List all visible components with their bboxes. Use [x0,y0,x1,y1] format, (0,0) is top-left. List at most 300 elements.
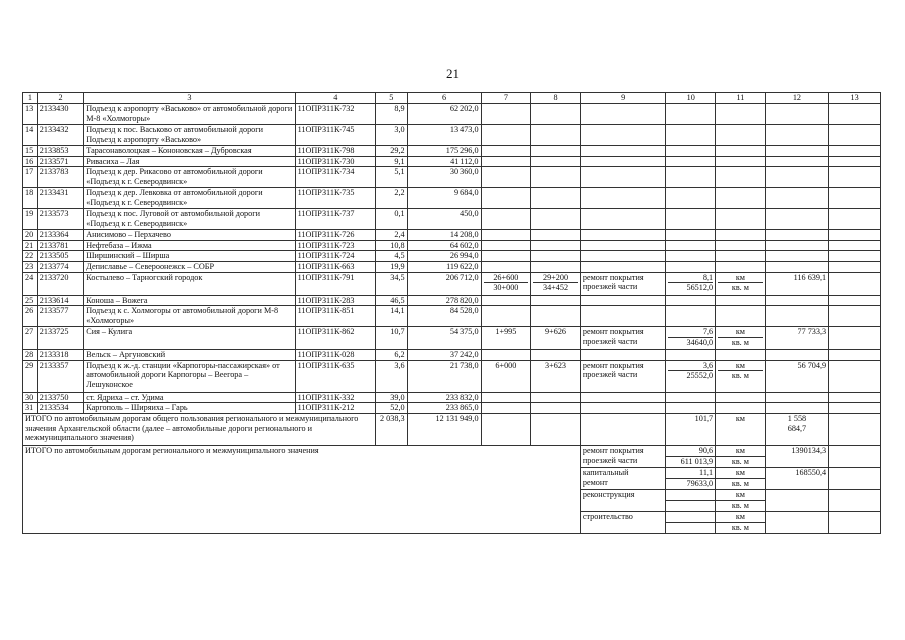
cell-cost [407,125,481,146]
road-code: 2133357 [39,360,69,370]
column-number: 10 [686,93,695,102]
km-end: 34+452 [542,283,569,293]
table-row [23,188,881,209]
cell-unit [716,272,766,295]
cell-name [84,104,295,125]
total-unit-cell [716,511,766,522]
cell-name [84,188,295,209]
cell-empty [481,156,531,167]
cell-empty [481,104,531,125]
cell-empty [481,295,531,306]
road-length: 3,6 [394,360,405,370]
total-volume-cell [666,511,716,522]
cell-empty [666,125,716,146]
cell-empty [829,156,881,167]
cell-code [37,392,83,403]
cell-empty [580,146,666,157]
total-volume-cell [666,413,716,445]
cell-empty [829,146,881,157]
table-row [23,272,881,295]
cell-empty [765,156,828,167]
cell-empty [765,167,828,188]
registry-id: 11ОПРЗ11К-730 [297,156,355,166]
unit: кв. м [731,522,749,532]
cell-empty [765,392,828,403]
row-number: 25 [25,295,34,305]
header-cell [407,93,481,104]
cell-empty [580,125,666,146]
cell-code [37,188,83,209]
cell-empty [666,295,716,306]
cell-volume [666,272,716,295]
cell-registry [295,230,375,241]
cell-number [23,327,38,350]
road-code: 2133318 [39,350,69,360]
road-length: 3,0 [394,125,405,134]
cell-number [23,261,38,272]
cell-empty [531,156,581,167]
row-number: 28 [25,350,34,360]
cell-km-start [481,360,531,392]
cell-work-type [580,327,666,350]
road-code: 2133781 [39,240,69,250]
cell-number [23,272,38,295]
header-cell [375,93,407,104]
cell-empty [666,104,716,125]
column-number: 6 [442,93,447,102]
total-work-cost: 684,7 [787,423,807,433]
cell-name [84,403,295,414]
cell-empty [829,511,881,533]
road-name: ст. Ядриха – ст. Удима [86,392,164,402]
cell-empty [829,445,881,467]
cell-empty [580,230,666,241]
road-cost: 64 602,0 [449,240,479,250]
cell-cost [407,209,481,230]
row-number: 18 [25,188,34,198]
cell-empty [829,306,881,327]
cell-empty [716,209,766,230]
table-row [23,230,881,241]
cell-empty [716,251,766,262]
work-area: 56512,0 [686,283,714,293]
table-row [23,350,881,361]
registry-id: 11ОПРЗ11К-798 [297,146,355,155]
column-number: 13 [850,93,859,102]
total-cost: 12 131 949,0 [435,413,479,423]
cell-empty [580,188,666,209]
cell-empty [765,125,828,146]
header-cell [666,93,716,104]
total-cost-cell [407,413,481,445]
header-cell [23,93,38,104]
cell-empty [481,251,531,262]
cell-name [84,251,295,262]
cell-empty [481,261,531,272]
cell-code [37,261,83,272]
cell-code [37,125,83,146]
cell-cost [407,306,481,327]
work-type: ремонт покрытия [582,360,644,370]
cell-registry [295,403,375,414]
road-cost: 62 202,0 [449,104,479,113]
table-row [23,167,881,188]
cell-empty [580,251,666,262]
cell-volume [666,327,716,350]
total-length-cell [375,413,407,445]
cell-registry [295,392,375,403]
cell-empty [829,251,881,262]
km-start: 6+000 [495,360,517,370]
cell-length [375,104,407,125]
cell-number [23,295,38,306]
cell-empty [765,230,828,241]
work-cost: 116 639,1 [793,272,827,282]
cell-code [37,350,83,361]
total-all-row [23,445,881,456]
work-type: реконструкция [582,489,635,499]
cell-empty [531,125,581,146]
road-name: Нефтебаза – Ижма [86,240,152,250]
work-type: ремонт покрытия [582,445,644,455]
road-repair-table [22,92,881,534]
road-cost: 41 112,0 [450,156,479,166]
cell-empty [716,306,766,327]
cell-empty [481,240,531,251]
cell-registry [295,146,375,157]
road-length: 29,2 [390,146,405,155]
road-cost: 21 738,0 [449,360,479,370]
cell-empty [580,295,666,306]
cell-empty [531,188,581,209]
road-code: 2133774 [39,261,69,271]
road-cost: 450,0 [460,209,479,219]
cell-empty [580,209,666,230]
unit: кв. м [731,456,749,466]
cell-empty [716,230,766,241]
cell-number [23,392,38,403]
column-number: 5 [389,93,394,102]
unit: км [735,327,745,337]
cell-empty [829,360,881,392]
work-cost: 77 733,3 [797,327,827,337]
cell-length [375,350,407,361]
cell-number [23,360,38,392]
cell-empty [716,125,766,146]
road-cost: 119 622,0 [446,261,479,271]
total-volume-cell [666,489,716,500]
registry-id: 11ОПРЗ11К-851 [297,306,355,316]
cell-empty [765,146,828,157]
column-number: 11 [736,93,745,102]
cell-length [375,403,407,414]
row-number: 15 [25,146,34,155]
cell-registry [295,156,375,167]
road-length: 34,5 [390,272,405,282]
road-cost: 233 865,0 [445,403,479,413]
work-area: 34640,0 [686,337,714,347]
cell-name [84,167,295,188]
row-number: 31 [25,403,34,413]
total-work-cost-cell [765,511,828,533]
cell-number [23,188,38,209]
table-row [23,156,881,167]
cell-registry [295,261,375,272]
table-row [23,295,881,306]
cell-empty [580,240,666,251]
cell-code [37,327,83,350]
cell-cost [407,392,481,403]
table-row [23,392,881,403]
cell-empty [765,251,828,262]
total-unit-cell [716,522,766,533]
registry-id: 11ОПРЗ11К-745 [297,125,355,134]
road-name: Коноша – Вожега [86,295,148,305]
registry-id: 11ОПРЗ11К-724 [297,251,355,261]
cell-empty [481,125,531,146]
cell-empty [829,209,881,230]
cell-number [23,230,38,241]
cell-empty [580,413,666,445]
road-name: Тарасонаволоцкая – Кононовская – Дубровская [86,146,252,155]
cell-code [37,146,83,157]
road-length: 9,1 [394,156,405,166]
total-work-area: 611 013,9 [680,456,714,466]
row-number: 27 [25,327,34,337]
cell-length [375,251,407,262]
total-length: 2 038,3 [380,413,405,423]
cell-name [84,306,295,327]
cell-work-type [580,272,666,295]
road-cost: 206 712,0 [445,272,479,282]
cell-registry [295,104,375,125]
road-code: 2133364 [39,230,69,240]
cell-number [23,306,38,327]
cell-empty [829,240,881,251]
cell-empty [666,167,716,188]
road-length: 39,0 [390,392,405,402]
cell-code [37,240,83,251]
cell-empty [580,156,666,167]
cell-empty [666,146,716,157]
row-number: 14 [25,125,34,134]
cell-empty [716,350,766,361]
cell-empty [829,392,881,403]
road-name: Подъезд к дер. Левковка от автомобильной дороги «Подъезд к г. Северодвинск» [86,188,263,207]
registry-id: 11ОПРЗ11К-862 [297,327,355,337]
cell-empty [765,188,828,209]
cell-cost [407,167,481,188]
total-regional-row [23,413,881,445]
table-row [23,240,881,251]
cell-registry [295,360,375,392]
cell-length [375,230,407,241]
unit: км [735,272,745,282]
cell-length [375,272,407,295]
cell-cost [407,251,481,262]
cell-length [375,261,407,272]
cell-unit [716,360,766,392]
road-code: 2133853 [39,146,69,155]
road-code: 2133432 [39,125,69,134]
cell-empty [481,230,531,241]
header-cell [765,93,828,104]
row-number: 20 [25,230,34,240]
column-number: 2 [58,93,63,102]
table-row [23,251,881,262]
header-cell [531,93,581,104]
cell-empty [481,350,531,361]
total-volume-cell [666,522,716,533]
unit: км [735,511,745,521]
row-number: 29 [25,360,34,370]
cell-length [375,240,407,251]
cell-empty [829,188,881,209]
registry-id: 11ОПРЗ11К-028 [297,350,355,360]
cell-code [37,251,83,262]
total-volume-cell [666,445,716,456]
cell-name [84,156,295,167]
cell-empty [716,240,766,251]
road-cost: 233 832,0 [445,392,479,402]
registry-id: 11ОПРЗ11К-726 [297,230,355,240]
cell-length [375,167,407,188]
cell-registry [295,209,375,230]
cell-cost [407,230,481,241]
total-unit-cell [716,489,766,500]
cell-registry [295,167,375,188]
road-name: Каргополь – Ширяиха – Гарь [86,403,188,413]
cell-empty [829,272,881,295]
work-type: проезжей части [582,336,638,346]
cell-cost [407,360,481,392]
total-label: ИТОГО по автомобильным дорогам общего пользования регионального и межмуниципального значения Архангельской области (далее – автомобильные дороги регионального и межмуниципального значения) [25,413,359,443]
cell-empty [580,403,666,414]
cell-empty [666,392,716,403]
cell-empty [765,104,828,125]
cell-empty [481,413,531,445]
table-body [23,93,881,534]
cell-empty [481,167,531,188]
table-row [23,360,881,392]
unit: кв. м [731,283,749,293]
work-type: проезжей части [582,282,638,292]
road-name: Сия – Кулига [86,327,133,337]
cell-length [375,327,407,350]
road-name: Анисимово – Перхачево [86,230,171,240]
table-row [23,209,881,230]
cell-empty [716,295,766,306]
work-length: 8,1 [702,272,714,282]
cell-cost [407,261,481,272]
cell-empty [829,104,881,125]
registry-id: 11ОПРЗ11К-663 [297,261,355,271]
cell-empty [531,403,581,414]
table-row [23,104,881,125]
total-volume-cell [666,456,716,467]
cell-cost [407,327,481,350]
road-cost: 30 360,0 [449,167,479,177]
cell-empty [765,209,828,230]
total-unit-cell [716,500,766,511]
cell-name [84,209,295,230]
cell-empty [580,104,666,125]
cell-registry [295,240,375,251]
road-length: 0,1 [394,209,405,219]
cell-name [84,360,295,392]
cell-empty [666,251,716,262]
work-type: ремонт [582,477,608,487]
cell-name [84,350,295,361]
work-type: строительство [582,511,633,521]
row-number: 16 [25,156,34,166]
cell-registry [295,327,375,350]
cell-name [84,125,295,146]
cell-empty [829,261,881,272]
total-work-cost-cell [765,413,828,445]
total-volume-cell [666,500,716,511]
cell-empty [531,392,581,403]
row-number: 23 [25,261,34,271]
cell-empty [716,167,766,188]
road-code: 2133431 [39,188,69,198]
table-row [23,306,881,327]
cell-work-cost [765,272,828,295]
cell-unit [716,327,766,350]
road-code: 2133534 [39,403,69,413]
cell-empty [580,306,666,327]
header-cell [716,93,766,104]
cell-registry [295,350,375,361]
cell-empty [666,261,716,272]
km-end: 9+626 [545,327,567,337]
unit: кв. м [731,337,749,347]
cell-number [23,104,38,125]
unit: км [735,413,745,423]
registry-id: 11ОПРЗ11К-737 [297,209,355,219]
row-number: 13 [25,104,34,113]
registry-id: 11ОПРЗ11К-635 [297,360,355,370]
cell-length [375,392,407,403]
registry-id: 11ОПРЗ11К-732 [297,104,355,113]
cell-empty [531,230,581,241]
road-cost: 26 994,0 [449,251,479,261]
road-length: 4,5 [394,251,405,261]
cell-code [37,230,83,241]
row-number: 22 [25,251,34,261]
page-number: 21 [446,66,459,81]
cell-empty [765,350,828,361]
cell-code [37,209,83,230]
cell-empty [531,413,581,445]
cell-length [375,125,407,146]
cell-length [375,146,407,157]
road-length: 10,7 [390,327,405,337]
cell-empty [829,403,881,414]
road-code: 2133783 [39,167,69,177]
cell-work-cost [765,327,828,350]
cell-empty [666,156,716,167]
km-start: 26+600 [493,272,519,282]
road-name: Подъезд к аэропорту «Васьково» от автомобильной дороги М-8 «Холмогоры» [86,104,293,123]
cell-empty [716,188,766,209]
km-end: 29+200 [542,272,569,282]
cell-empty [666,306,716,327]
total-unit-cell [716,445,766,456]
table-row [23,327,881,350]
column-number: 8 [553,93,558,102]
cell-number [23,350,38,361]
